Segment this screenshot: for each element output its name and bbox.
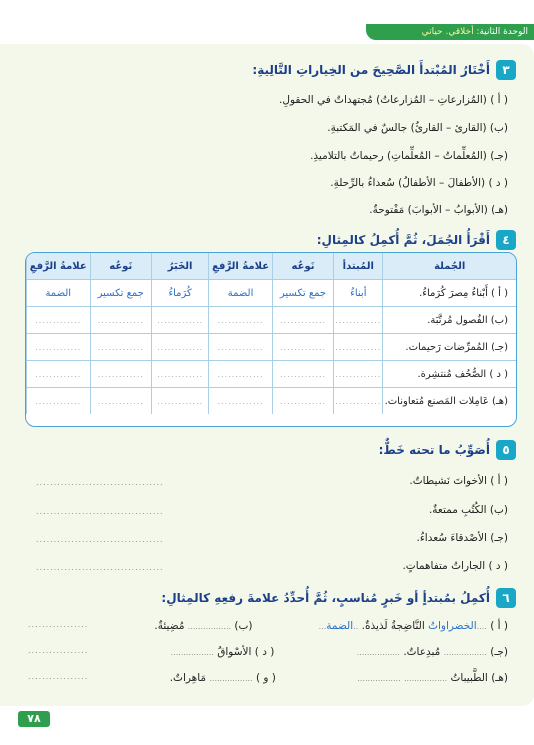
cell-answer: أبناءُ <box>334 280 383 307</box>
cell-sentence: (هـ) عَامِلات المَصنع مُتعاونات. <box>383 388 516 415</box>
sec6-row-1 <box>28 620 508 632</box>
sec3-item-2: (ب) (القارئ – القارئُ) جالسٌ في المَكتبةِ. <box>327 122 508 134</box>
blank-cell[interactable]: ............. <box>334 361 383 388</box>
blank-cell[interactable]: ............. <box>334 388 383 415</box>
cell-sentence: (ب) الفُصول مُرتَّبَة. <box>383 307 516 334</box>
section-6-title <box>161 588 516 608</box>
section-6-heading: أُكمِلُ بمُبتدأٍ أو خَبرٍ مُناسبٍ، ثُمَّ أُحدِّدُ علامةَ رفعِهِ كالمِثالِ: <box>161 591 490 605</box>
section-3-title <box>252 60 516 80</box>
sec3-item-5: (هـ) (الأبوابُ – الأبوابَ) مَفْتوحةٌ. <box>369 204 508 216</box>
answer-blank[interactable]: ................. <box>357 674 401 683</box>
blank-cell[interactable]: ............. <box>90 361 151 388</box>
th-subject: المُبتدأ <box>334 253 383 280</box>
th-sentence: الجُملة <box>383 253 516 280</box>
th-subject-mark: علامةُ الرَّفعِ <box>209 253 272 280</box>
section-5-heading: أُصَوِّبُ ما تحته خَطٌّ: <box>378 443 490 457</box>
blank-cell[interactable]: ............. <box>272 334 333 361</box>
sec5-item-3: (جـ) الأصْدقاءَ سُعداءُ. <box>416 532 508 544</box>
sec6-item-f: ( و ) ................. مَاهِراتٌ. <box>169 672 276 684</box>
answer-blank[interactable]: ................. <box>28 672 89 681</box>
section-6-badge: ٦ <box>496 588 516 608</box>
blank-cell[interactable]: ............. <box>27 388 91 415</box>
answer-blank[interactable]: .................................... <box>36 478 164 487</box>
answer-blank[interactable]: ................. <box>28 620 89 629</box>
blank-cell[interactable]: ............. <box>27 361 91 388</box>
blank-cell[interactable]: ............. <box>334 334 383 361</box>
page-number: ٧٨ <box>18 711 50 727</box>
answer-blank[interactable]: ................. <box>209 674 253 683</box>
sec6-row-2 <box>28 646 508 658</box>
blank-cell[interactable]: ............. <box>209 334 272 361</box>
sec3-item-3: (جـ) (المُعلِّماتُ – المُعلِّماتِ) رحيماتٌ بالتلاميذِ. <box>310 150 508 162</box>
section-4-badge: ٤ <box>496 230 516 250</box>
blank-cell[interactable]: ............. <box>209 388 272 415</box>
answer-blank[interactable]: ................. <box>356 648 400 657</box>
blank-cell[interactable]: ............. <box>27 307 91 334</box>
section-5-badge: ٥ <box>496 440 516 460</box>
sec6-item-c: (جـ) ................. مُبدِعاتٌ. ................. <box>356 646 508 658</box>
table-row <box>27 388 517 415</box>
blank-cell[interactable]: ............. <box>90 388 151 415</box>
answer-blank[interactable]: ................. <box>403 674 448 683</box>
section-3-badge: ٣ <box>496 60 516 80</box>
table-row <box>27 334 517 361</box>
cell-sentence: ( أ ) أَبْناءُ مِصرَ كُرَماءُ. <box>383 280 516 307</box>
blank-cell[interactable]: ............. <box>90 334 151 361</box>
table-row <box>27 361 517 388</box>
th-predicate-type: نَوعُه <box>90 253 151 280</box>
table-row <box>27 307 517 334</box>
cell-answer: جمع تكسير <box>272 280 333 307</box>
sec6-item-d: ( د ) الأسْواقُ ................. <box>170 646 275 658</box>
sec5-item-1: ( أ ) الأخواتَ نَشيطاتٌ. <box>409 475 508 487</box>
answer-blank[interactable]: .................................... <box>36 563 164 572</box>
blank-cell[interactable]: ............. <box>272 361 333 388</box>
sec6-item-a: ( أ ) ....الخضراواتُ النَّاضِجةُ لَذيذةٌ. ..الضمة... <box>318 620 508 632</box>
sec4-table <box>25 252 517 427</box>
table-header-row <box>27 253 517 280</box>
sec3-item-4: ( د ) (الأطفالَ – الأطفالُ) سُعداءُ بالرِّحلةِ. <box>330 177 508 189</box>
answer-blank[interactable]: .................................... <box>36 535 164 544</box>
blank-cell[interactable]: ............. <box>272 388 333 415</box>
sec5-item-4: ( د ) الجاراتُ متفاهماتٍ. <box>402 560 508 572</box>
example-mark: الضمة <box>326 620 354 632</box>
cell-answer: جمع تكسير <box>90 280 151 307</box>
sec6-item-b: (ب) ................. مُضِيئةٌ. <box>154 620 253 632</box>
th-predicate-mark: علامةُ الرَّفعِ <box>27 253 91 280</box>
blank-cell[interactable]: ............. <box>90 307 151 334</box>
answer-blank[interactable]: ................. <box>170 648 214 657</box>
th-subject-type: نَوعُه <box>272 253 333 280</box>
section-4-heading: أَقْرَأُ الجُمَلَ، ثُمَّ أُكمِلُ كالمِثالِ: <box>316 233 490 247</box>
answer-blank[interactable]: .................................... <box>36 507 164 516</box>
th-predicate: الخَبَرُ <box>151 253 208 280</box>
cell-sentence: ( د ) الصُّحُف مُنتشِرة. <box>383 361 516 388</box>
section-5-title <box>379 440 516 460</box>
sec6-item-e: (هـ) الطَّبيباتُ ................. ................. <box>357 672 508 684</box>
blank-cell[interactable]: ............. <box>151 307 208 334</box>
unit-subtitle: أخلاقي. حياتي <box>421 27 474 37</box>
sec6-row-3 <box>28 672 508 684</box>
blank-cell[interactable]: ............. <box>334 307 383 334</box>
unit-band <box>366 24 534 40</box>
blank-cell[interactable]: ............. <box>151 361 208 388</box>
blank-cell[interactable]: ............. <box>151 334 208 361</box>
sec5-item-2: (ب) الكُتُبِ ممتعةٌ. <box>428 504 508 516</box>
table-row <box>27 280 517 307</box>
example-answer: الخضراواتُ <box>428 620 477 632</box>
cell-answer: كُرَماءُ <box>151 280 208 307</box>
blank-cell[interactable]: ............. <box>272 307 333 334</box>
answer-blank[interactable]: ................. <box>28 646 89 655</box>
answer-blank[interactable]: ................. <box>443 648 487 657</box>
cell-answer: الضمة <box>209 280 272 307</box>
answer-blank[interactable]: ................. <box>187 622 232 631</box>
cell-sentence: (جـ) المُمرِّضات رَحيمات. <box>383 334 516 361</box>
cell-answer: الضمة <box>27 280 91 307</box>
blank-cell[interactable]: ............. <box>151 388 208 415</box>
blank-cell[interactable]: ............. <box>209 307 272 334</box>
sec3-item-1: ( أ ) (المُزارعاتِ – المُزارعاتُ) مُجتهداتٌ في الحقولِ. <box>279 94 508 106</box>
blank-cell[interactable]: ............. <box>209 361 272 388</box>
section-4-title <box>317 230 516 250</box>
section-3-heading: أَخْتَارُ المُبْتدأَ الصَّحِيحَ من الخِياراتِ التَّالِيةِ: <box>252 63 490 77</box>
unit-title: الوحدة الثانية: <box>476 27 528 37</box>
blank-cell[interactable]: ............. <box>27 334 91 361</box>
